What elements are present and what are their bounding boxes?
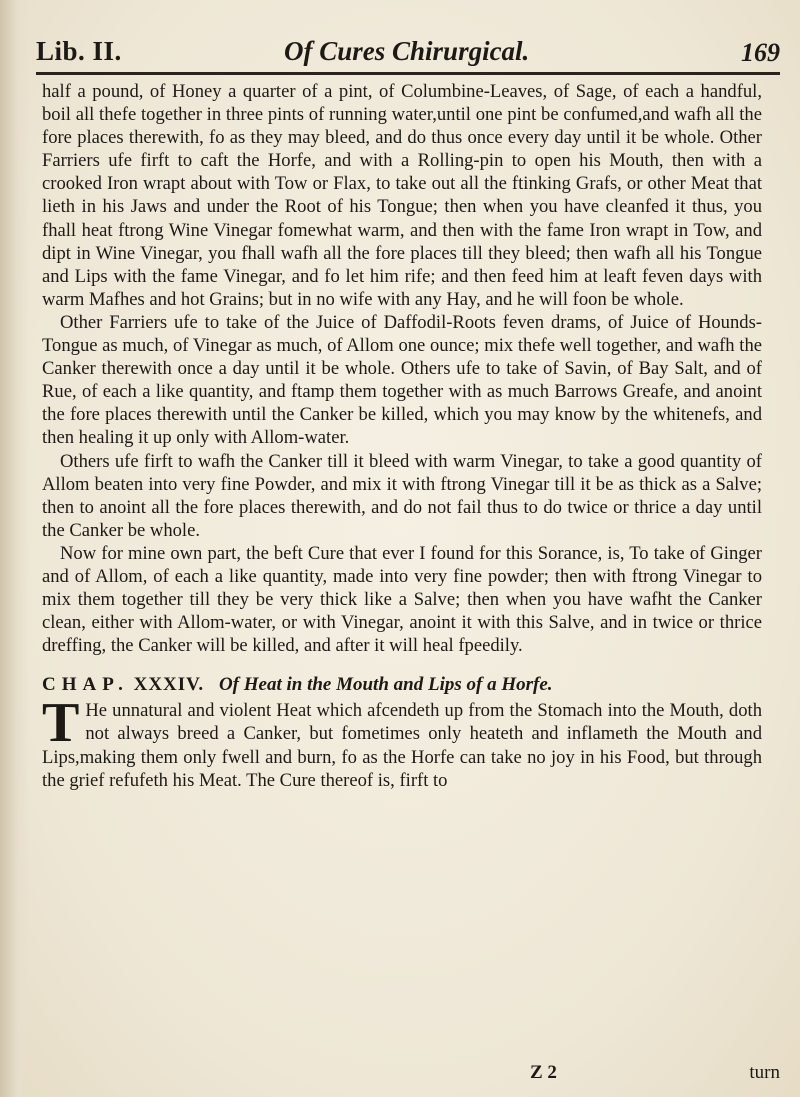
paragraph-2: Other Farriers ufe to take of the Juice of Daffodil-Roots feven drams, of Juice of Hounds-Tongue as much, of Vinegar as much, of Allom one ounce; mix thefe well together, and wafh the Canker therewith once a day until it be whole. Others ufe to take of Savin, of Bay Salt, and of Rue, of each a like quantity, and ftamp them together with as much Barrows Greafe, and anoint the fore places therewith until the Canker be killed, which you may know by the whitenefs, and then healing it up only with Allom-water. (42, 311, 762, 449)
paragraph-1: half a pound, of Honey a quarter of a pint, of Columbine-Leaves, of Sage, of each a handful, boil all thefe together in three pints of running water,until one pint be confumed,and wafh all the fore places therewith, fo as they may bleed, and do thus once every day until it be whole. Other Farriers ufe firft to caft the Horfe, and with a Rolling-pin to open his Mouth, then with a crooked Iron wrapt about with Tow or Flax, to take out all the ftinking Grafs, or other Meat that lieth in his Jaws and under the Root of his Tongue; then when you have cleanfed it thus, you fhall heat ftrong Wine Vinegar fomewhat warm, and then with the fame Iron wrapt in Tow, and dipt in Wine Vinegar, you fhall wafh all the fore places till they bleed; then wafh all his Tongue and Lips with the fame Vinegar, and fo let him rife; and then feed him at leaft feven days with warm Mafhes and hot Grains; but in no wife with any Hay, and he will foon be whole. (42, 81, 762, 310)
drop-cap: T (42, 692, 80, 755)
chapter-number: XXXIV. (133, 674, 205, 696)
chapter-opening-text: He unnatural and violent Heat which afcendeth up from the Stomach into the Mouth, doth not always breed a Canker, but fometimes only heateth and inflameth the Mouth and Lips,making them only fwell and burn, fo as the Horfe can take no joy in his Food, but through the grief refufeth his Meat. The Cure thereof is, firft to (42, 700, 762, 791)
chapter-title: Of Heat in the Mouth and Lips of a Horfe. (218, 674, 553, 696)
page-number: 169 (741, 38, 780, 67)
paragraph-4: Now for mine own part, the beft Cure that ever I found for this Sorance, is, To take of Ginger and of Allom, of each a like quantity, made into very fine powder; then with ftrong Vinegar to mix them together till they be very thick like a Salve; then when you have wafht the Canker clean, either with Allom-water, or with Vinegar, anoint it with this Salve, and in twice or thrice dreffing, the Canker will be killed, and after it will heal fpeedily. (42, 542, 762, 657)
chapter-label: CHAP. (42, 674, 129, 696)
page-footer (530, 1062, 780, 1088)
catchword: turn (749, 1062, 780, 1083)
chapter-heading (42, 673, 762, 697)
running-header (36, 34, 780, 74)
running-title: Of Cures Chirurgical. (284, 36, 530, 66)
book-section-label: Lib. II. (36, 36, 122, 66)
body-text (42, 80, 762, 792)
page-gutter-shadow (0, 0, 30, 1097)
header-rule (36, 72, 780, 75)
paragraph-3: Others ufe firft to wafh the Canker till it bleed with warm Vinegar, to take a good quantity of Allom beaten into very fine Powder, and mix it with ftrong Vinegar till it be as thick as a Salve; then to anoint all the fore places therewith, and do not fail thus to do twice or thrice a day until the Canker be whole. (42, 450, 762, 541)
signature-mark: Z 2 (530, 1062, 557, 1083)
chapter-opening-paragraph (42, 692, 762, 791)
